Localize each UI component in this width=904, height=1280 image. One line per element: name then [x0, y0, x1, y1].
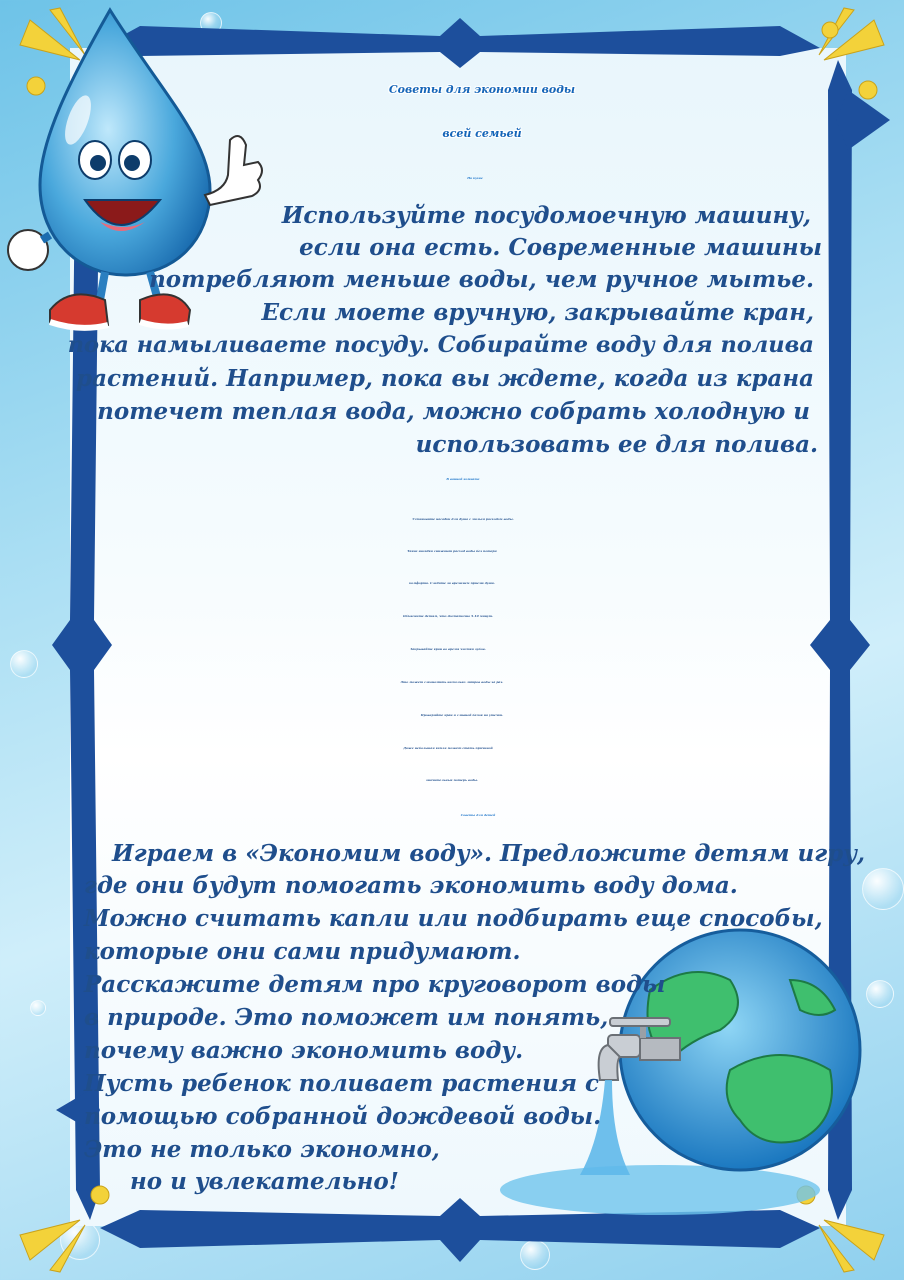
kitchen-line: если она есть. Современные машины: [299, 234, 822, 261]
kitchen-line: растений. Например, пока вы ждете, когда из крана: [75, 365, 814, 392]
bathroom-line: Объясните детям, что достаточно 5-10 минут.: [403, 614, 493, 618]
kids-line: Это не только экономно,: [84, 1136, 440, 1163]
bathroom-line: Это может сэкономить несколько литров воды за раз.: [400, 680, 504, 684]
kids-line: Играем в «Экономим воду». Предложите детям игру,: [112, 840, 865, 867]
kids-line: где они будут помогать экономить воду дома.: [84, 872, 738, 899]
kids-line: помощью собранной дождевой воды.: [84, 1103, 602, 1130]
kids-line: но и увлекательно!: [130, 1168, 399, 1195]
kitchen-line: использовать ее для полива.: [415, 431, 818, 458]
section-heading-kitchen: На кухне: [467, 176, 483, 180]
kitchen-line: Используйте посудомоечную машину,: [281, 202, 811, 229]
bathroom-line: Даже небольшая капля может стать причиной: [403, 746, 493, 750]
bathroom-line: Проверяйте кран и сливной бачок на утечки.: [420, 713, 504, 717]
bathroom-line: Закрывайте кран во время чистки зубов.: [410, 647, 486, 651]
kitchen-line: пока намыливаете посуду. Собирайте воду для полива: [67, 332, 814, 358]
bathroom-line: Установите насадки для душа с малым расходом воды.: [412, 517, 514, 521]
section-heading-bathroom: В ванной комнате: [446, 477, 480, 481]
kids-line: Можно считать капли или подбирать еще способы,: [84, 905, 823, 932]
kids-line: Пусть ребенок поливает растения с: [84, 1070, 600, 1097]
bathroom-line: значительных потерь воды.: [425, 778, 479, 782]
kids-line: которые они сами придумают.: [84, 938, 521, 965]
page-title-line2: всей семьей: [442, 127, 522, 140]
kitchen-line: потечет теплая вода, можно собрать холодную и: [97, 398, 810, 425]
kitchen-line: потребляют меньше воды, чем ручное мытье.: [149, 266, 814, 293]
kids-line: Расскажите детям про круговорот воды: [84, 971, 666, 998]
kitchen-line: Если моете вручную, закрывайте кран,: [261, 299, 814, 326]
section-heading-kids: Советы для детей: [460, 813, 496, 817]
kids-line: в природе. Это поможет им понять,: [84, 1004, 609, 1031]
bathroom-line: комфорта. Следите за временем приема душа.: [409, 581, 495, 585]
kids-line: почему важно экономить воду.: [84, 1037, 524, 1064]
page-title-line1: Советы для экономии воды: [388, 83, 576, 96]
bathroom-line: Такие насадки снижают расход воды без потери: [407, 549, 497, 553]
